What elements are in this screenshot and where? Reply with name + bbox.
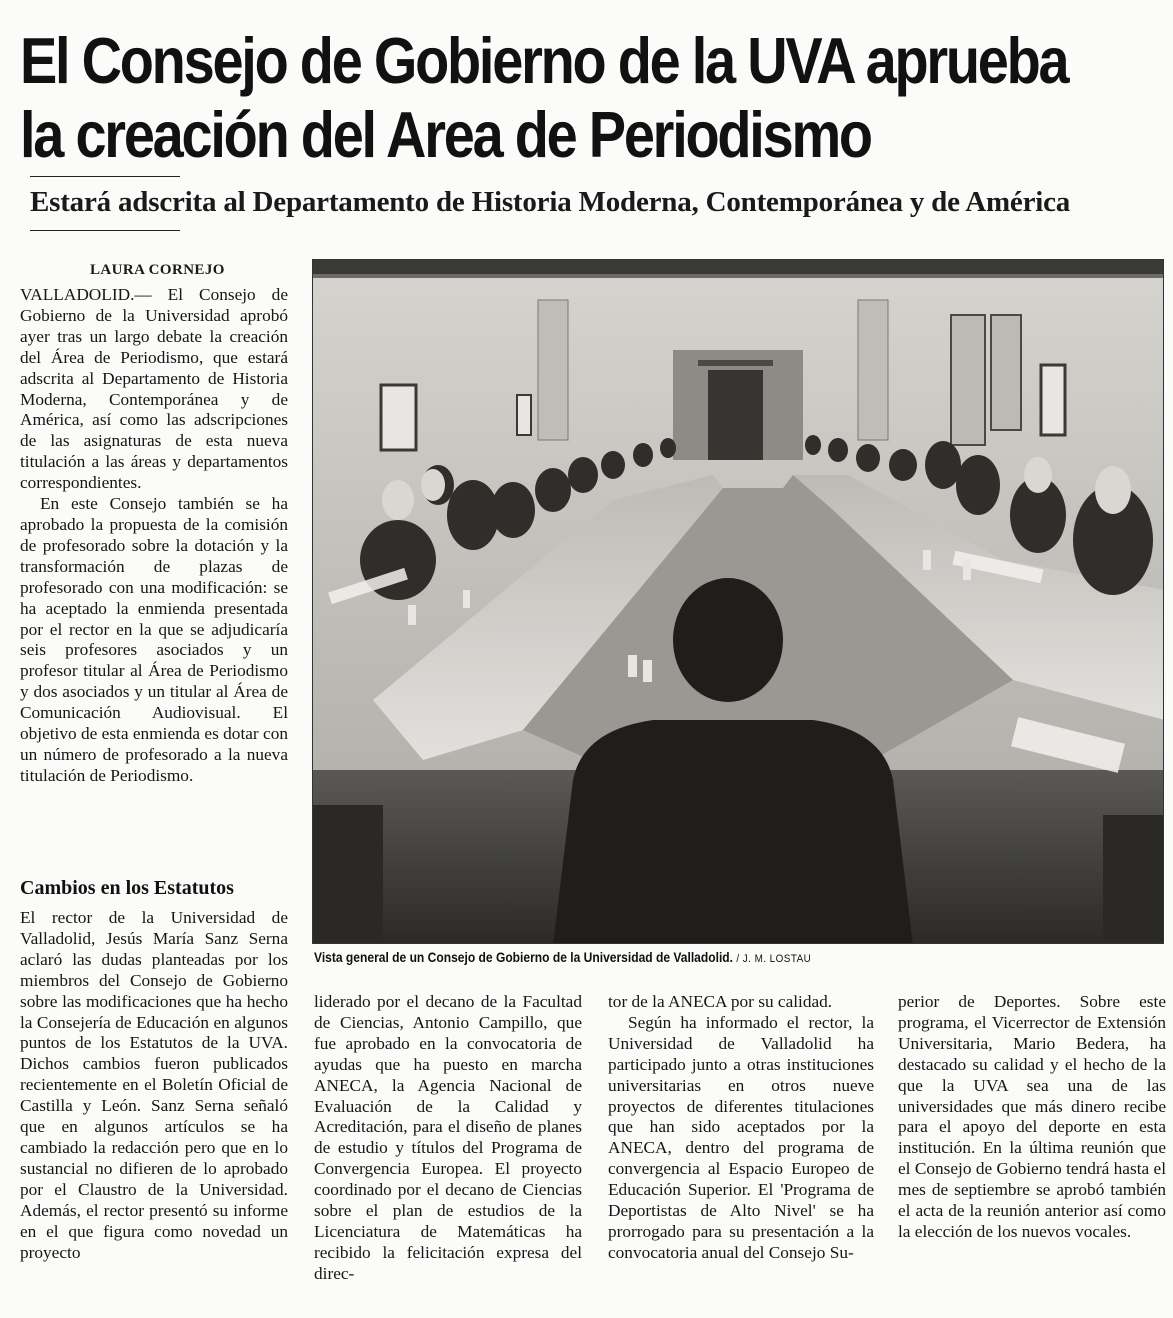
headline-line-1: El Consejo de Gobierno de la UVA aprueba — [20, 24, 1068, 97]
section-heading: Cambios en los Estatutos — [20, 877, 234, 899]
photo-council-meeting — [312, 259, 1164, 944]
paragraph-section: El rector de la Universidad de Valladolid, Jesús María Sanz Serna aclaró las dudas planteadas por los miembros del Consejo de Gobierno sobre las modificaciones que ha hecho la Consejería de Educación en algunos puntos de los Estatutos de la UVA. Dichos cambios fueron publicados recientemente en el Boletín Oficial de Castilla y León. Sanz Serna señaló que en algunos artículos se ha cambiado la redacción pero que en lo sustancial no difieren de lo aprobado por el Claustro de la Universidad. Además, el rector presentó su informe en el que figura como novedad un proyecto — [20, 908, 288, 1262]
subtitle-bottom-rule — [30, 230, 180, 231]
subtitle-top-rule — [30, 176, 180, 177]
photo-credit: / J. M. LOSTAU — [736, 953, 812, 965]
headline-line-2: la creación del Area de Periodismo — [20, 98, 871, 171]
column-4 — [898, 992, 1166, 1243]
column-2 — [314, 992, 582, 1285]
column-1-intro — [20, 285, 288, 787]
caption-text: Vista general de un Consejo de Gobierno de la Universidad de Valladolid. — [314, 950, 734, 965]
paragraph-lead: VALLADOLID.— El Consejo de Gobierno de la Universidad aprobó ayer tras un largo debate la creación del Área de Periodismo, que estará adscrita al Departamento de Historia Moderna, Contemporánea y de América, así como las adscripciones de las asignaturas de esta nueva titulación a las áreas y departamentos correspondientes. — [20, 285, 288, 493]
photo-illustration — [313, 260, 1164, 944]
column-1-section — [20, 908, 288, 1263]
headline — [20, 24, 1068, 172]
paragraph-second: En este Consejo también se ha aprobado la propuesta de la comisión de profesorado sobre la dotación y la transformación de plazas de profesorado con una modificación: se ha aceptado la enmienda presentada por el rector en la que se adjudicaría seis profesores asociados y un profesor titular al Área de Periodismo y dos asociados y un titular al Área de Comunicación Audiovisual. El objetivo de esta enmienda es dotar con un número de profesorado a la nueva titulación de Periodismo. — [20, 494, 288, 785]
paragraph-col3-main: Según ha informado el rector, la Universidad de Valladolid ha participado junto a otras instituciones universitarias en otros nueve proyectos de diferentes titulaciones que han sido aceptados por la ANECA, dentro del programa de convergencia al Espacio Europeo de Educación Superior. El 'Programa de Deportistas de Alto Nivel' se ha prorrogado para su presentación a la convocatoria anual del Consejo Su- — [608, 1012, 874, 1262]
paragraph-col4: perior de Deportes. Sobre este programa, el Vicerrector de Extensión Universitaria, Mario Bedera, ha destacado su calidad y el hecho de la que la UVA sea una de las universidades que más dinero recibe para el apoyo del deporte en esta institución. En la última reunión que el Consejo de Gobierno tendrá hasta el mes de septiembre se aprobó también el acta de la reunión anterior así como la elección de los nuevos vocales. — [898, 992, 1166, 1241]
photo-caption — [314, 950, 811, 965]
subtitle: Estará adscrita al Departamento de Historia Moderna, Contemporánea y de América — [30, 186, 1071, 218]
paragraph-col3-continuation: tor de la ANECA por su calidad. — [608, 992, 833, 1011]
byline: LAURA CORNEJO — [90, 262, 225, 278]
paragraph-col2: liderado por el decano de la Facultad de Ciencias, Antonio Campillo, que fue aprobado en la convocatoria de ayudas que ha puesto en marcha ANECA, la Agencia Nacional de Evaluación de la Calidad y Acreditación, para el diseño de planes de estudio y títulos del Programa de Convergencia Europea. El proyecto coordinado por el decano de Ciencias sobre el plan de estudios de la Licenciatura de Matemáticas ha recibido la felicitación expresa del direc- — [314, 992, 582, 1283]
column-3 — [608, 992, 874, 1264]
